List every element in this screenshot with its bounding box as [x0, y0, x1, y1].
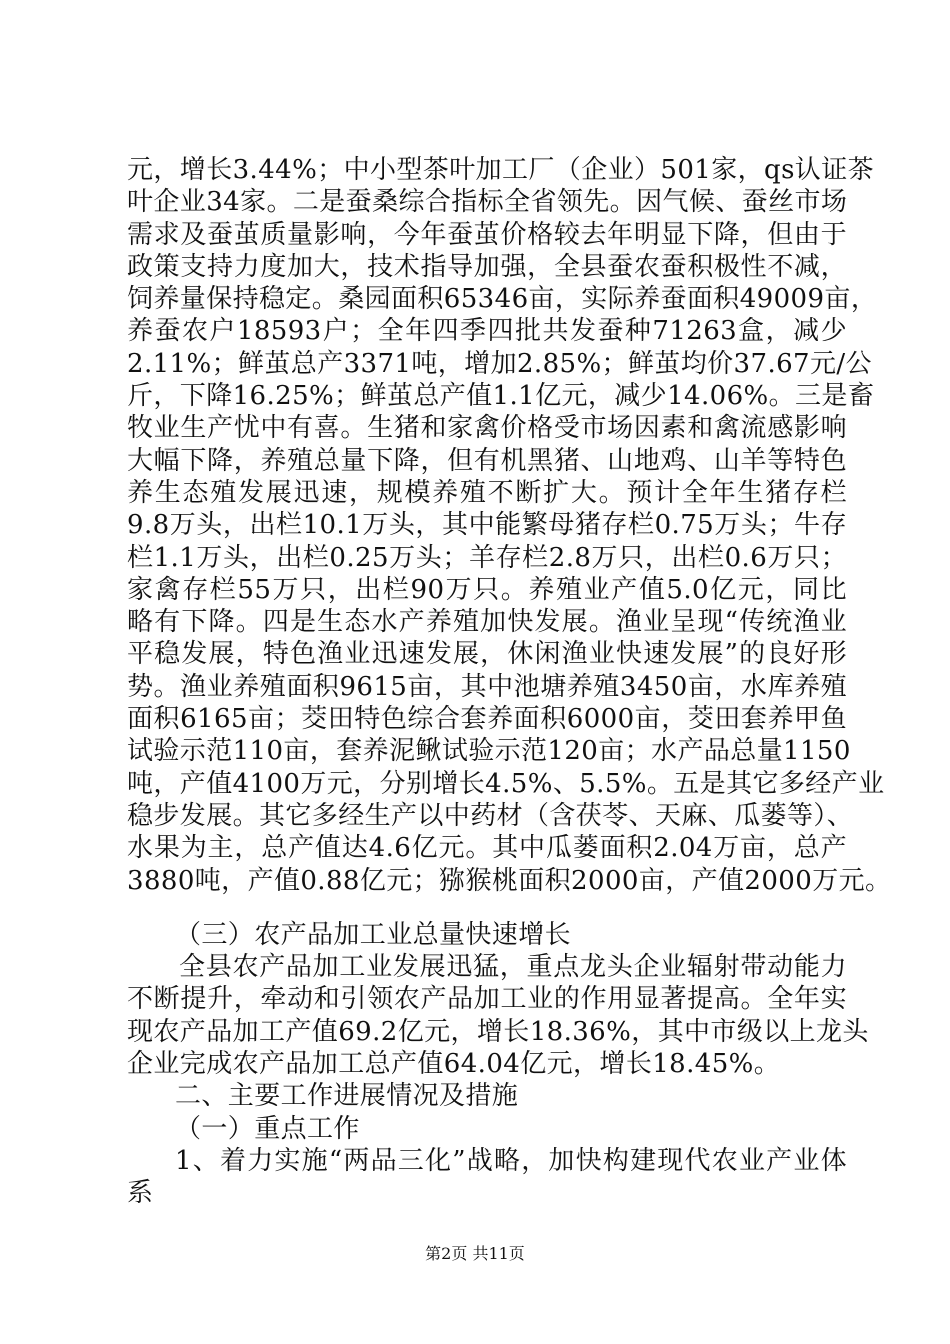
text-line: 面积6165亩；茭田特色综合套养面积6000亩，茭田套养甲鱼	[127, 704, 847, 735]
paragraph-agri-processing	[127, 951, 869, 1080]
text-line: 斤，下降16.25%；鲜茧总产值1.1亿元，减少14.06%。三是畜	[127, 381, 875, 412]
item-heading	[127, 1145, 847, 1210]
page-footer	[0, 1244, 950, 1264]
text-line: 水果为主，总产值达4.6亿元。其中瓜蒌面积2.04万亩，总产	[127, 833, 847, 864]
text-line: 饲养量保持稳定。桑园面积65346亩，实际养蚕面积49009亩，	[127, 284, 878, 315]
text-line: 1、着力实施“两品三化”战略，加快构建现代农业产业体	[175, 1145, 847, 1176]
text-line: 养生态殖发展迅速，规模养殖不断扩大。预计全年生猪存栏	[127, 477, 847, 508]
text-line: 现农产品加工产值69.2亿元，增长18.36%，其中市级以上龙头	[127, 1016, 869, 1047]
text-line: 稳步发展。其它多经生产以中药材（含茯苓、天麻、瓜蒌等）、	[127, 800, 854, 831]
text-line: 系	[127, 1178, 154, 1209]
text-line: 栏1.1万头，出栏0.25万头；羊存栏2.8万只，出栏0.6万只；	[127, 542, 847, 573]
text-line: 大幅下降，养殖总量下降，但有机黑猪、山地鸡、山羊等特色	[127, 445, 847, 476]
text-line: 全县农产品加工业发展迅猛，重点龙头企业辐射带动能力	[179, 952, 847, 983]
text-line: 叶企业34家。二是蚕桑综合指标全省领先。因气候、蚕丝市场	[127, 187, 848, 218]
text-line: 3880吨，产值0.88亿元；猕猴桃面积2000亩，产值2000万元。	[127, 865, 892, 896]
text-line: 牧业生产忧中有喜。生猪和家禽价格受市场因素和禽流感影响	[127, 413, 847, 444]
text-line: 不断提升，牵动和引领农产品加工业的作用显著提高。全年实	[127, 984, 847, 1015]
text-line: 元，增长3.44%；中小型茶叶加工厂（企业）501家，qs认证茶	[127, 155, 875, 185]
text-line: 企业完成农产品加工总产值64.04亿元，增长18.45%。	[127, 1049, 781, 1080]
text-line: 吨，产值4100万元，分别增长4.5%、5.5%。五是其它多经产业	[127, 768, 885, 799]
document-body	[127, 154, 892, 1210]
text-line: 家禽存栏55万只，出栏90万只。养殖业产值5.0亿元，同比	[127, 574, 847, 605]
text-line: 平稳发展，特色渔业迅速发展，休闲渔业快速发展”的良好形	[127, 639, 847, 670]
part-heading: 二、主要工作进展情况及措施	[175, 1081, 519, 1112]
section-heading: （三）农产品加工业总量快速增长	[175, 919, 572, 950]
text-line: 试验示范110亩，套养泥鳅试验示范120亩；水产品总量1150	[127, 736, 851, 767]
text-line: 略有下降。四是生态水产养殖加快发展。渔业呈现“传统渔业	[127, 607, 847, 638]
text-line: 2.11%；鲜茧总产3371吨，增加2.85%；鲜茧均价37.67元/公	[127, 348, 872, 379]
paragraph-livestock-aquaculture	[127, 154, 892, 897]
text-line: 养蚕农户18593户；全年四季四批共发蚕种71263盒，减少	[127, 316, 847, 347]
paragraph-spacer	[127, 897, 847, 919]
subsection-heading: （一）重点工作	[175, 1113, 360, 1144]
text-line: 势。渔业养殖面积9615亩，其中池塘养殖3450亩，水库养殖	[127, 671, 847, 702]
page-number-label: 第2页 共11页	[425, 1244, 525, 1263]
text-line: 需求及蚕茧质量影响，今年蚕茧价格较去年明显下降，但由于	[127, 219, 847, 250]
text-line: 9.8万头，出栏10.1万头，其中能繁母猪存栏0.75万头；牛存	[127, 510, 847, 541]
text-line: 政策支持力度加大，技术指导加强，全县蚕农蚕积极性不减，	[127, 251, 847, 282]
